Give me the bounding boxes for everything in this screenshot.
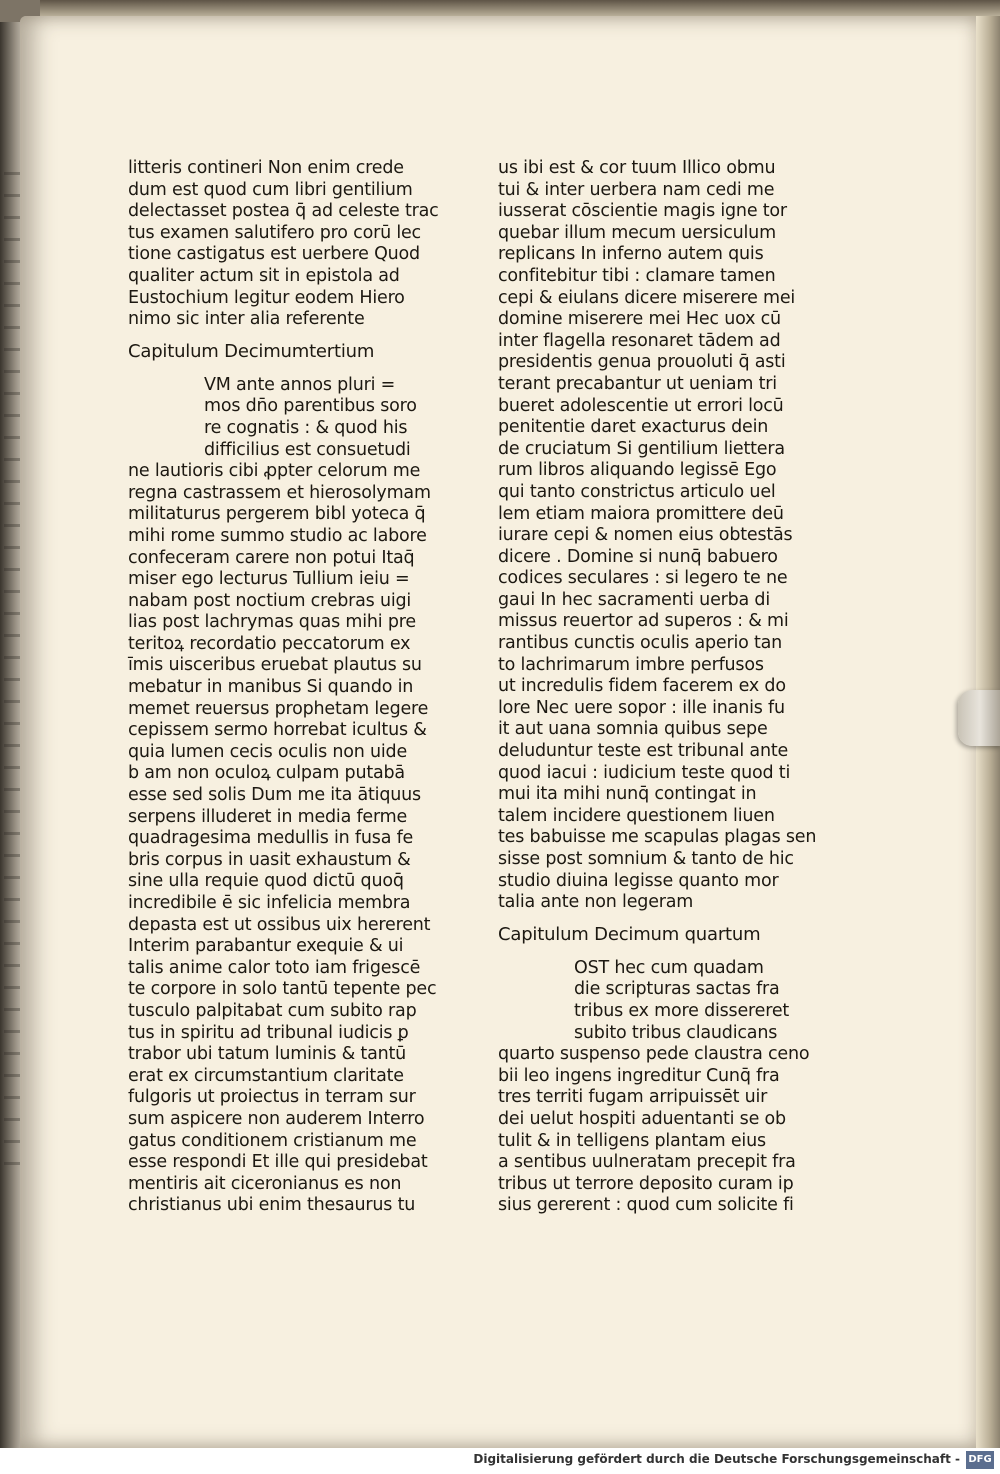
text-line: serpens illuderet in media ferme (128, 806, 408, 827)
text-line: cepissem sermo horrebat icultus & (128, 720, 427, 741)
footer-bar (0, 1448, 1000, 1474)
text-line: regna castrassem et hierosolymam (128, 482, 431, 503)
text-line: de cruciatum Si gentilium liettera (498, 438, 785, 459)
text-line: cepi & eiulans dicere miserere mei (498, 287, 796, 308)
right-top-lines (498, 158, 817, 914)
text-line: us ibi est & cor tuum Illico obmu (498, 158, 776, 178)
text-line: iusserat cōscientie magis igne tor (498, 201, 787, 222)
text-line: litteris contineri Non enim crede (128, 158, 404, 178)
text-line: die scripturas sactas fra (574, 979, 780, 1000)
text-line: dei uelut hospiti aduentanti se ob (498, 1108, 786, 1129)
left-body-lines (128, 461, 437, 1217)
left-text-column (128, 158, 439, 1217)
text-line: rum libros aliquando legissē Ego (498, 460, 777, 481)
text-line: a sentibus uulneratam precepit fra (498, 1152, 796, 1173)
text-line: tribus ex more dissereret (574, 1000, 790, 1021)
right-indented-lines (498, 958, 798, 1044)
text-line: mebatur in manibus Si quando in (128, 677, 414, 698)
text-line: presidentis genua prouoluti q̄ asti (498, 352, 786, 373)
text-line: quod iacui : iudicium teste quod ti (498, 762, 791, 783)
text-line: īmis uisceribus eruebat plautus su (128, 655, 422, 676)
text-line: tui & inter uerbera nam cedi me (498, 179, 775, 200)
text-line: esse respondi Et ille qui presidebat (128, 1152, 428, 1173)
text-line: it aut uana somnia quibus sepe (498, 719, 768, 740)
text-line: VM ante annos pluri = (204, 374, 396, 395)
text-line: inter flagella resonaret tādem ad (498, 330, 781, 351)
text-line: incredibile ē sic infelicia membra (128, 893, 411, 913)
text-line: tres territi fugam arripuissēt uir (498, 1087, 768, 1108)
text-line: codices seculares : si legero te ne (498, 568, 788, 589)
text-line: talem incidere questionem liuen (498, 805, 775, 826)
text-line: te corpore in solo tantū tepente pec (128, 979, 437, 1000)
left-indented-lines (128, 375, 428, 461)
text-line: domine miserere mei Hec uox cū (498, 309, 781, 330)
text-line: lias post lachrymas quas mihi pre (128, 612, 416, 633)
text-line: quadragesima medullis in fusa fe (128, 828, 414, 849)
text-line: nabam post noctium crebras uigi (128, 590, 412, 611)
right-body-lines (498, 1044, 810, 1217)
chapter-heading: Capitulum Decimumtertium (128, 340, 375, 362)
text-line: subito tribus claudicans (574, 1022, 778, 1043)
text-line: memet reuersus prophetam legere (128, 698, 429, 719)
text-line: deluduntur teste est tribunal ante (498, 741, 789, 762)
text-line: miser ego lecturus Tullium ieiu = (128, 569, 410, 590)
right-text-column (498, 158, 817, 1217)
page-tab-marker (958, 690, 1000, 746)
text-line: missus reuertor ad superos : & mi (498, 611, 789, 632)
text-line: tus in spiritu ad tribunal iudicis ꝑ (128, 1022, 409, 1043)
text-line: gatus conditionem cristianum me (128, 1130, 417, 1151)
text-line: delectasset postea q̄ ad celeste trac (128, 201, 439, 222)
text-line: quebar illum mecum uersiculum (498, 222, 776, 243)
text-line: erat ex circumstantium claritate (128, 1065, 404, 1086)
chapter-heading: Capitulum Decimum quartum (498, 923, 761, 945)
text-line: qui tanto constrictus articulo uel (498, 481, 776, 502)
text-line: mos dn̄o parentibus soro (204, 396, 417, 417)
text-line: rantibus cunctis oculis aperio tan (498, 633, 783, 654)
text-line: re cognatis : & quod his (204, 417, 408, 438)
text-line: mui ita mihi nunq̄ contingat in (498, 784, 757, 805)
text-line: talis anime calor toto iam frigescē (128, 957, 421, 978)
text-line: tus examen salutifero pro corū lec (128, 222, 421, 243)
text-line: quarto suspenso pede claustra ceno (498, 1044, 810, 1065)
text-line: to lachrimarum imbre perfusos (498, 654, 764, 675)
text-line: confitebitur tibi : clamare tamen (498, 265, 776, 286)
text-line: terant precabantur ut ueniam tri (498, 373, 777, 394)
text-line: lem etiam maiora promittere deū (498, 503, 784, 524)
text-line: tione castigatus est uerbere Quod (128, 244, 420, 265)
text-line: gaui In hec sacramenti uerba di (498, 589, 770, 610)
text-line: depasta est ut ossibus uix hererent (128, 914, 431, 935)
text-line: nimo sic inter alia referente (128, 309, 365, 330)
text-line: difficilius est consuetudi (204, 439, 411, 460)
text-line: Interim parabantur exequie & ui (128, 936, 404, 957)
text-line: studio diuina legisse quanto mor (498, 870, 779, 891)
text-line: sine ulla requie quod dictū quoq̄ (128, 871, 404, 892)
text-line: qualiter actum sit in epistola ad (128, 265, 400, 286)
text-line: esse sed solis Dum me ita ātiquus (128, 785, 421, 806)
text-line: militaturus pergerem bibl yoteca q̄ (128, 504, 426, 525)
text-line: christianus ubi enim thesaurus tu (128, 1195, 416, 1216)
text-line: b am non oculoꝝ culpam putabā (128, 763, 405, 784)
text-line: bris corpus in uasit exhaustum & (128, 849, 411, 870)
text-line: fulgoris ut proiectus in terram sur (128, 1087, 416, 1108)
text-line: sum aspicere non auderem Interro (128, 1108, 425, 1129)
text-line: bii leo ingens ingreditur Cunq̄ fra (498, 1065, 780, 1086)
text-line: mihi rome summo studio ac labore (128, 525, 427, 546)
text-line: replicans In inferno autem quis (498, 244, 764, 265)
text-line: bueret adolescentie ut errori locū (498, 395, 784, 416)
text-line: sisse post somnium & tanto de hic (498, 849, 794, 869)
text-line: mentiris ait ciceronianus es non (128, 1173, 402, 1194)
text-line: trabor ubi tatum luminis & tantū (128, 1044, 407, 1065)
text-line: confeceram carere non potui Itaq̄ (128, 547, 415, 568)
text-line: penitentie daret exacturus dein (498, 417, 769, 438)
text-line: Eustochium legitur eodem Hiero (128, 287, 405, 308)
text-line: tusculo palpitabat cum subito rap (128, 1000, 417, 1021)
text-line: talia ante non legeram (498, 892, 694, 913)
text-line: lore Nec uere sopor : ille inanis fu (498, 697, 785, 718)
footer-credit: Digitalisierung gefördert durch die Deutsche Forschungsgemeinschaft - (473, 1452, 960, 1466)
text-line: OST hec cum quadam (574, 957, 764, 978)
text-line: tribus ut terrore deposito curam ip (498, 1173, 794, 1194)
left-top-lines (128, 158, 439, 331)
text-line: teritoꝝ recordatio peccatorum ex (128, 633, 411, 654)
text-line: tes babuisse me scapulas plagas sen (498, 827, 817, 848)
text-line: ut incredulis fidem facerem ex do (498, 676, 786, 697)
text-line: tulit & in telligens plantam eius (498, 1130, 766, 1151)
text-line: iurare cepi & nomen eius obtestās (498, 525, 793, 546)
text-line: dum est quod cum libri gentilium (128, 179, 413, 200)
text-line: ne lautioris cibi ꝓpter celorum me (128, 461, 421, 482)
dfg-logo: DFG (966, 1451, 994, 1469)
text-line: sius gererent : quod cum solicite fi (498, 1195, 794, 1216)
text-line: quia lumen cecis oculis non uide (128, 741, 408, 762)
text-line: dicere . Domine si nunq̄ babuero (498, 546, 778, 567)
